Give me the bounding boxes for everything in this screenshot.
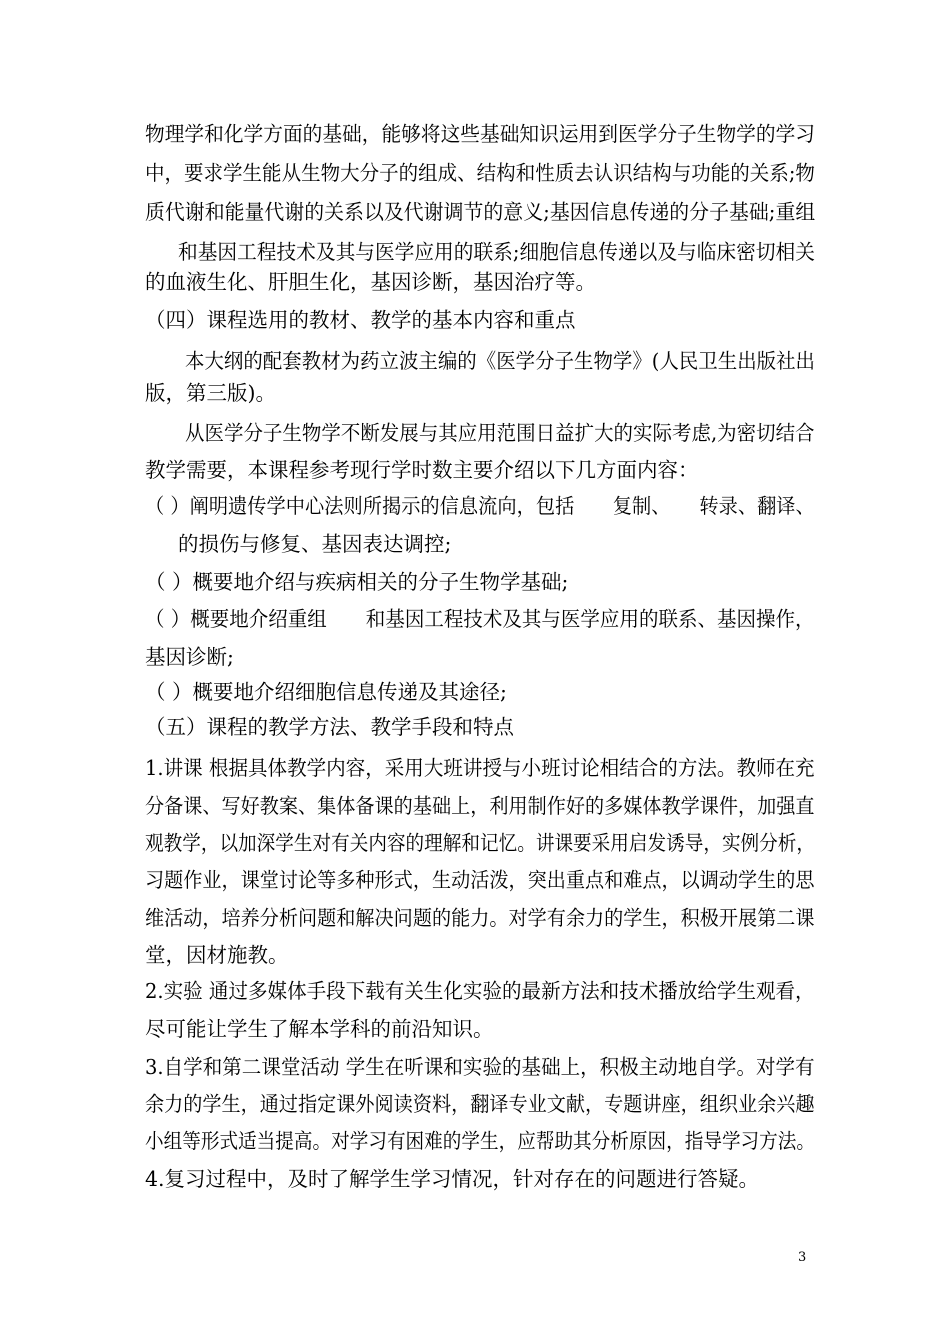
- text-line-11: （ ）阐明遗传学中心法则所揭示的信息流向，包括 复制、 转录、翻译、: [145, 494, 815, 518]
- section-heading-5: （五）课程的教学方法、教学手段和特点: [145, 715, 514, 739]
- text-line-5: 的血液生化、肝胆生化，基因诊断，基因治疗等。: [145, 270, 596, 294]
- page-number: 3: [798, 1250, 807, 1265]
- text-line-28: 小组等形式适当提高。对学习有困难的学生，应帮助其分析原因，指导学习方法。: [145, 1129, 815, 1153]
- text-line-3: 质代谢和能量代谢的关系以及代谢调节的意义;基因信息传递的分子基础;重组: [145, 200, 816, 224]
- text-line-14: （ ）概要地介绍重组 和基因工程技术及其与医学应用的联系、基因操作，: [145, 607, 815, 631]
- text-line-27: 余力的学生，通过指定课外阅读资料，翻译专业文献，专题讲座，组织业余兴趣: [145, 1092, 815, 1116]
- text-line-26: 3.自学和第二课堂活动 学生在听课和实验的基础上，积极主动地自学。对学有: [145, 1055, 815, 1079]
- text-line-8: 版，第三版)。: [145, 381, 276, 405]
- text-line-21: 习题作业，课堂讨论等多种形式，生动活泼，突出重点和难点，以调动学生的思: [145, 868, 815, 892]
- text-line-12: 的损伤与修复、基因表达调控;: [178, 532, 452, 556]
- text-line-15: 基因诊断;: [145, 645, 234, 669]
- text-line-16: （ ）概要地介绍细胞信息传递及其途径;: [145, 680, 507, 704]
- text-line-20: 观教学，以加深学生对有关内容的理解和记忆。讲课要采用启发诱导，实例分析，: [145, 831, 815, 855]
- text-line-9: 从医学分子生物学不断发展与其应用范围日益扩大的实际考虑,为密切结合: [185, 421, 815, 445]
- text-line-4: 和基因工程技术及其与医学应用的联系;细胞信息传递以及与临床密切相关: [178, 240, 815, 264]
- text-line-22: 维活动，培养分析问题和解决问题的能力。对学有余力的学生，积极开展第二课: [145, 906, 815, 930]
- text-line-13: （ ）概要地介绍与疾病相关的分子生物学基础;: [145, 570, 569, 594]
- text-line-19: 分备课、写好教案、集体备课的基础上，利用制作好的多媒体教学课件，加强直: [145, 794, 815, 818]
- text-line-18: 1.讲课 根据具体教学内容，采用大班讲授与小班讨论相结合的方法。教师在充: [145, 756, 815, 780]
- text-line-29: 4.复习过程中，及时了解学生学习情况，针对存在的问题进行答疑。: [145, 1167, 760, 1191]
- text-line-1: 物理学和化学方面的基础，能够将这些基础知识运用到医学分子生物学的学习: [145, 122, 815, 146]
- text-line-24: 2.实验 通过多媒体手段下载有关生化实验的最新方法和技术播放给学生观看，: [145, 979, 815, 1003]
- text-line-7: 本大纲的配套教材为药立波主编的《医学分子生物学》(人民卫生出版社出: [185, 349, 815, 373]
- text-line-23: 堂，因材施教。: [145, 943, 289, 967]
- text-line-10: 教学需要，本课程参考现行学时数主要介绍以下几方面内容：: [145, 458, 699, 482]
- text-line-2: 中，要求学生能从生物大分子的组成、结构和性质去认识结构与功能的关系;物: [145, 161, 815, 185]
- text-line-25: 尽可能让学生了解本学科的前沿知识。: [145, 1017, 494, 1041]
- section-heading-4: （四）课程选用的教材、教学的基本内容和重点: [145, 308, 576, 332]
